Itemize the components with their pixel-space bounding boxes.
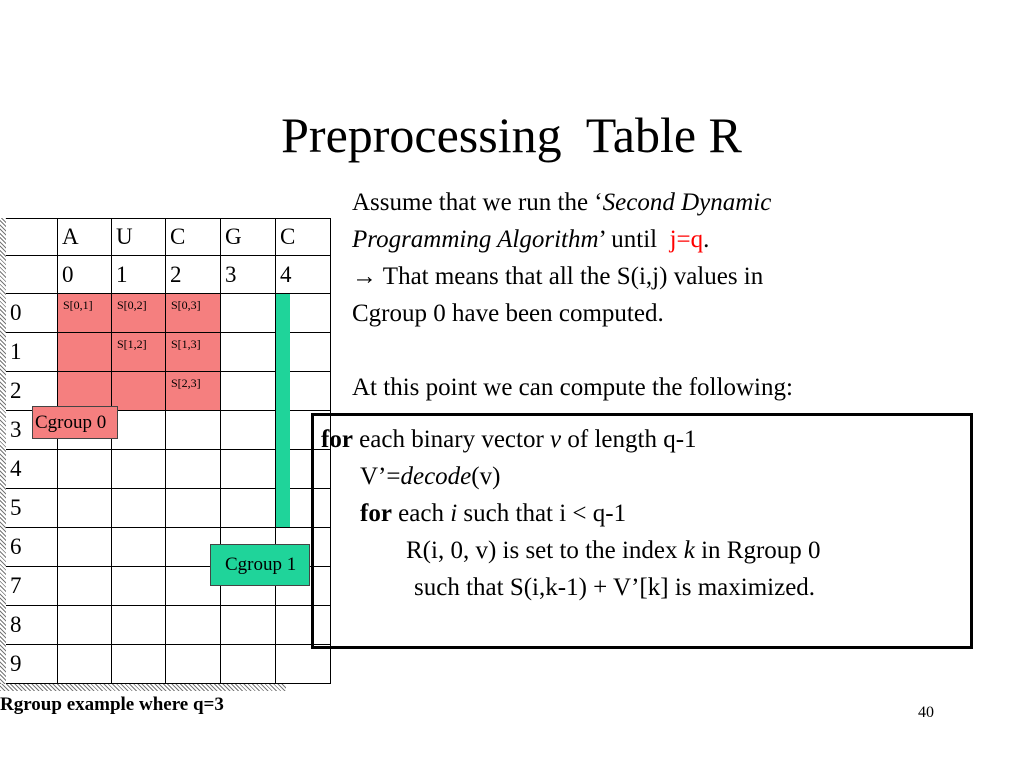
table-cell [221, 372, 276, 411]
text-line-5: At this point we can compute the following: [352, 374, 793, 401]
table-cell [221, 606, 276, 645]
table-cell [166, 411, 221, 450]
cgroup1-column-highlight [276, 294, 290, 527]
table-cell [58, 489, 112, 528]
cgroup0-label: Cgroup 0 [32, 406, 118, 439]
table-cell [276, 645, 331, 684]
table-caption: Rgroup example where q=3 [0, 694, 224, 715]
algo-line-3: for each i such that i < q-1 [360, 500, 627, 527]
col-index-cell: 3 [221, 256, 276, 294]
table-cell: S[0,3] [166, 294, 221, 333]
table-cell [112, 489, 166, 528]
hatch-bottom-border [0, 684, 286, 691]
col-index-cell: 0 [58, 256, 112, 294]
table-cell [221, 411, 276, 450]
table-cell [166, 489, 221, 528]
algo-line-4: R(i, 0, v) is set to the index k in Rgroup 0 [406, 537, 821, 564]
hatch-left-border [0, 218, 6, 688]
row-index-cell: 5 [6, 489, 58, 528]
row-index-cell: 1 [6, 333, 58, 372]
rgroup-table-figure [0, 218, 297, 693]
table-cell [221, 645, 276, 684]
letter-cell: A [58, 218, 112, 256]
table-cell: S[0,2] [112, 294, 166, 333]
row-index-cell: 3 [6, 411, 58, 450]
cgroup1-label: Cgroup 1 [210, 544, 310, 586]
table-cell [221, 294, 276, 333]
text-line-3: → That means that all the S(i,j) values in [352, 263, 764, 290]
table-cell [58, 450, 112, 489]
table-cell: S[2,3] [166, 372, 221, 411]
letter-cell: C [276, 218, 331, 256]
table-cell [112, 567, 166, 606]
algorithm-box [311, 413, 973, 649]
corner-cell [6, 218, 58, 256]
table-cell [112, 411, 166, 450]
jq-highlight: j=q [669, 226, 704, 253]
table-cell: S[1,2] [112, 333, 166, 372]
table-cell [112, 645, 166, 684]
table-cell [166, 645, 221, 684]
table-cell [58, 606, 112, 645]
row-index-cell: 4 [6, 450, 58, 489]
table-cell [221, 450, 276, 489]
table-cell [112, 606, 166, 645]
slide-title: Preprocessing Table R [281, 107, 742, 163]
row-index-cell: 9 [6, 645, 58, 684]
text-line-1: Assume that we run the ‘Second Dynamic [352, 189, 772, 216]
table-cell: S[0,1] [58, 294, 112, 333]
table-cell [221, 333, 276, 372]
table-cell [221, 489, 276, 528]
table-cell [58, 567, 112, 606]
col-index-cell: 2 [166, 256, 221, 294]
row-index-cell: 2 [6, 372, 58, 411]
row-index-cell: 7 [6, 567, 58, 606]
algo-line-1: for each binary vector v of length q-1 [321, 426, 697, 453]
letter-cell: U [112, 218, 166, 256]
col-index-cell: 4 [276, 256, 331, 294]
corner-cell [6, 256, 58, 294]
table-cell [58, 333, 112, 372]
algo-line-5: such that S(i,k-1) + V’[k] is maximized. [414, 574, 816, 601]
table-cell: S[1,3] [166, 333, 221, 372]
letter-cell: G [221, 218, 276, 256]
table-cell [112, 528, 166, 567]
table-cell [112, 372, 166, 411]
letter-cell: C [166, 218, 221, 256]
text-line-2: Programming Algorithm’ until j=q. [352, 226, 710, 253]
text-line-4: Cgroup 0 have been computed. [352, 300, 664, 327]
algo-line-2: V’=decode(v) [360, 463, 501, 490]
table-cell [166, 450, 221, 489]
row-index-cell: 6 [6, 528, 58, 567]
row-index-cell: 8 [6, 606, 58, 645]
table-cell [58, 528, 112, 567]
col-index-cell: 1 [112, 256, 166, 294]
page-number: 40 [918, 704, 934, 721]
table-cell [112, 450, 166, 489]
table-cell [166, 606, 221, 645]
row-index-cell: 0 [6, 294, 58, 333]
table-cell [58, 645, 112, 684]
